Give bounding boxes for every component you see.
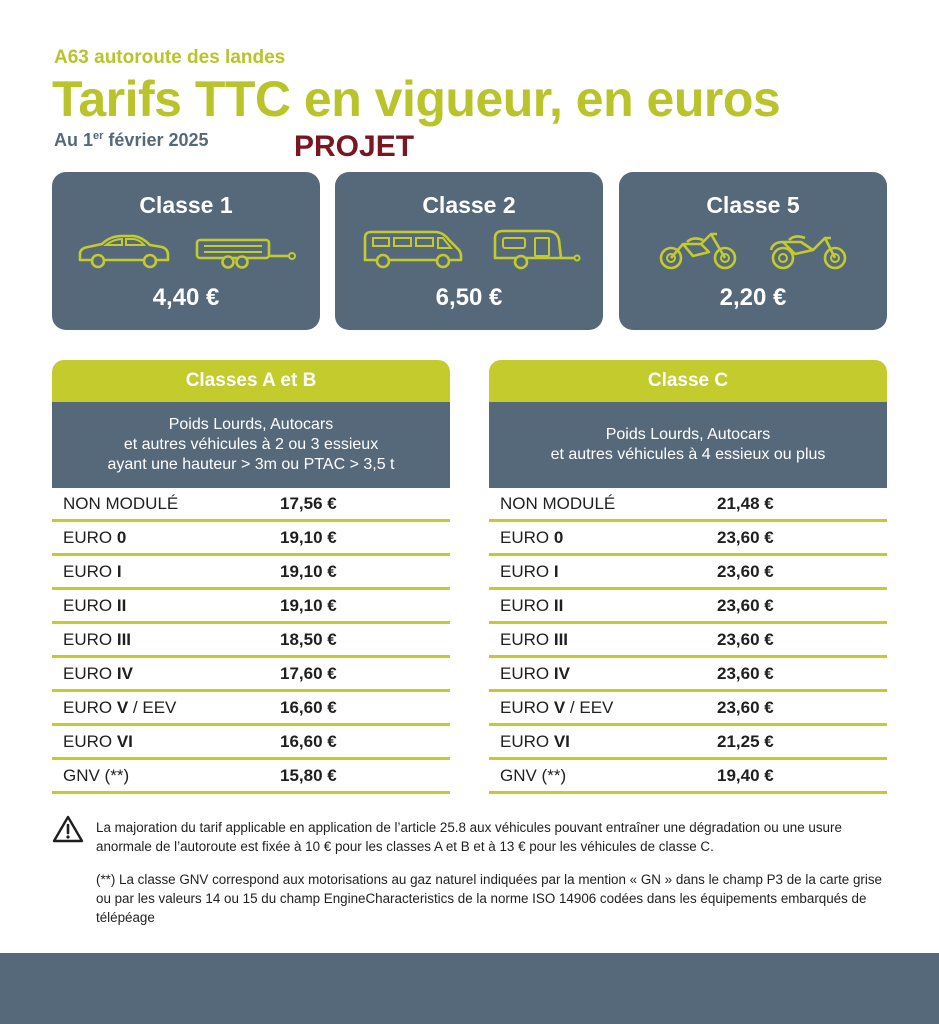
row-label: EURO 0 [500,527,564,547]
row-label: EURO 0 [63,527,127,547]
row-price: 19,10 € [280,595,337,615]
class-card-1 [52,172,320,330]
row-label: EURO V / EEV [63,697,177,717]
car-icon [76,232,172,272]
row-price: 18,50 € [280,629,337,649]
page-title: Tarifs TTC en vigueur, en euros [52,71,781,127]
table-title: Classe C [489,360,887,402]
table-row [52,522,450,556]
table-description [52,402,450,488]
table-row [52,556,450,590]
table-row [489,556,887,590]
table-class-c [489,360,887,794]
row-label: EURO IV [63,663,133,683]
row-price: 23,60 € [717,561,774,581]
class-price: 6,50 € [435,284,503,311]
row-label: EURO VI [63,731,133,751]
row-price: 16,60 € [280,697,337,717]
row-price: 15,80 € [280,765,337,785]
row-label: EURO I [63,561,122,581]
row-price: 23,60 € [717,663,774,683]
footer-band [0,953,939,1024]
table-row [52,590,450,624]
date-prefix: Au 1 [54,130,94,150]
table-row [489,624,887,658]
row-label: EURO III [63,629,132,649]
row-price: 19,40 € [717,765,774,785]
row-price: 21,48 € [717,493,774,513]
table-row [489,522,887,556]
table-row [52,658,450,692]
row-label: EURO V / EEV [500,697,614,717]
row-price: 23,60 € [717,527,774,547]
table-row [52,760,450,794]
table-classes-a-b [52,360,450,794]
class-name: Classe 5 [706,192,800,218]
row-price: 19,10 € [280,561,337,581]
table-row [52,624,450,658]
row-label: GNV (**) [500,765,567,785]
row-price: 17,60 € [280,663,337,683]
effective-date [54,130,209,151]
row-label: NON MODULÉ [63,493,179,513]
table-row [52,726,450,760]
description-line: et autres véhicules à 4 essieux ou plus [550,446,826,463]
class-price: 4,40 € [152,284,220,311]
description-line: ayant une hauteur > 3m ou PTAC > 3,5 t [107,456,395,473]
gnv-note: (**) La classe GNV correspond aux motorisations au gaz naturel indiquées par la mention « GN » dans le champ P3 de la carte grise ou par les valeurs 14 ou 15 du champ EngineCharacteristics de la norme ISO 14906 codées dans les équipements embarqués de télépéage [96,872,883,925]
row-label: EURO II [63,595,127,615]
trailer-icon [194,232,298,272]
table-description [489,402,887,488]
row-price: 23,60 € [717,629,774,649]
table-row [52,692,450,726]
class-card-5 [619,172,887,330]
description-line: et autres véhicules à 2 ou 3 essieux [123,436,379,453]
row-price: 23,60 € [717,595,774,615]
date-suffix: février 2025 [103,130,209,150]
van-icon [361,228,465,272]
row-label: EURO VI [500,731,570,751]
row-price: 23,60 € [717,697,774,717]
table-row [489,726,887,760]
table-row [489,760,887,794]
table-row [489,590,887,624]
date-sup: er [93,130,104,142]
row-label: EURO I [500,561,559,581]
table-row [52,488,450,522]
caravan-icon [491,228,581,272]
draft-stamp: PROJET [294,130,415,163]
table-row [489,658,887,692]
subtitle: A63 autoroute des landes [54,47,286,68]
row-label: EURO IV [500,663,570,683]
class-card-2 [335,172,603,330]
warning-note: La majoration du tarif applicable en application de l’article 25.8 aux véhicules pouvant entraîner une dégradation ou une usure anormale de l’autoroute est fixée à 10 € pour les classes A et B et à 13 € pour les véhicules de classe C. [96,820,842,854]
row-price: 21,25 € [717,731,774,751]
row-label: EURO II [500,595,564,615]
row-label: NON MODULÉ [500,493,616,513]
description-line: Poids Lourds, Autocars [168,416,334,433]
table-title: Classes A et B [52,360,450,402]
row-price: 19,10 € [280,527,337,547]
row-price: 17,56 € [280,493,337,513]
class-name: Classe 2 [422,192,516,218]
trike-icon [765,228,851,272]
row-price: 16,60 € [280,731,337,751]
warning-icon [52,815,84,843]
table-row [489,692,887,726]
class-name: Classe 1 [139,192,233,218]
class-price: 2,20 € [719,284,787,311]
motorcycle-icon [657,228,741,272]
row-label: EURO III [500,629,569,649]
row-label: GNV (**) [63,765,130,785]
table-row [489,488,887,522]
description-line: Poids Lourds, Autocars [605,426,771,443]
